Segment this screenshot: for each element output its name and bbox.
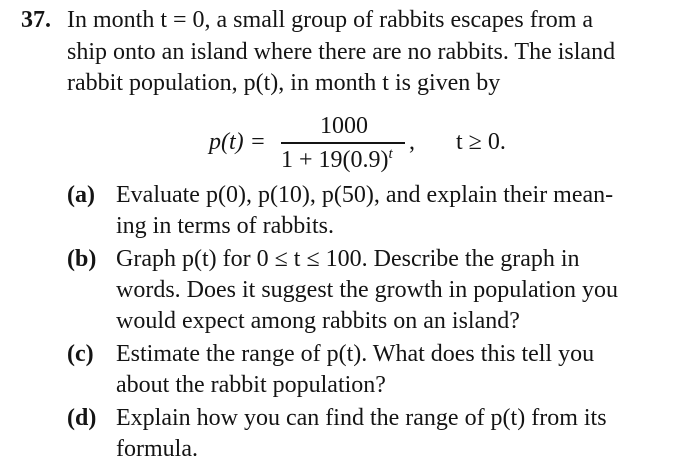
part-d-line-1: Explain how you can find the range of p(t) from its xyxy=(116,405,607,431)
formula-denominator xyxy=(281,146,393,174)
part-a-label: (a) xyxy=(67,182,95,208)
formula-comma: , xyxy=(409,129,415,155)
problem-number: 37. xyxy=(21,7,51,33)
intro-line-1: In month t = 0, a small group of rabbits escapes from a xyxy=(67,7,594,33)
formula-condition: t ≥ 0. xyxy=(456,129,506,155)
formula-numerator: 1000 xyxy=(320,113,368,139)
part-b-line-3: would expect among rabbits on an island? xyxy=(116,308,520,334)
intro-line-3: rabbit population, p(t), in month t is given by xyxy=(67,70,501,96)
part-c-line-1: Estimate the range of p(t). What does this tell you xyxy=(116,341,595,367)
denominator-base: 1 + 19(0.9) xyxy=(281,147,389,173)
intro-line-2: ship onto an island where there are no rabbits. The island xyxy=(67,39,616,65)
part-b-label: (b) xyxy=(67,246,97,272)
part-c-line-2: about the rabbit population? xyxy=(116,372,386,398)
part-c-label: (c) xyxy=(67,341,94,367)
part-a-line-1: Evaluate p(0), p(10), p(50), and explain their mean- xyxy=(116,182,614,208)
part-b-line-1: Graph p(t) for 0 ≤ t ≤ 100. Describe the graph in xyxy=(116,246,580,272)
part-a-line-2: ing in terms of rabbits. xyxy=(116,213,334,239)
fraction-bar xyxy=(281,142,405,144)
part-d-label: (d) xyxy=(67,405,97,431)
part-b-line-2: words. Does it suggest the growth in population you xyxy=(116,277,618,303)
formula-lhs: p(t) = xyxy=(209,129,266,155)
part-d-line-2: formula. xyxy=(116,436,198,462)
denominator-exponent: t xyxy=(388,146,393,162)
